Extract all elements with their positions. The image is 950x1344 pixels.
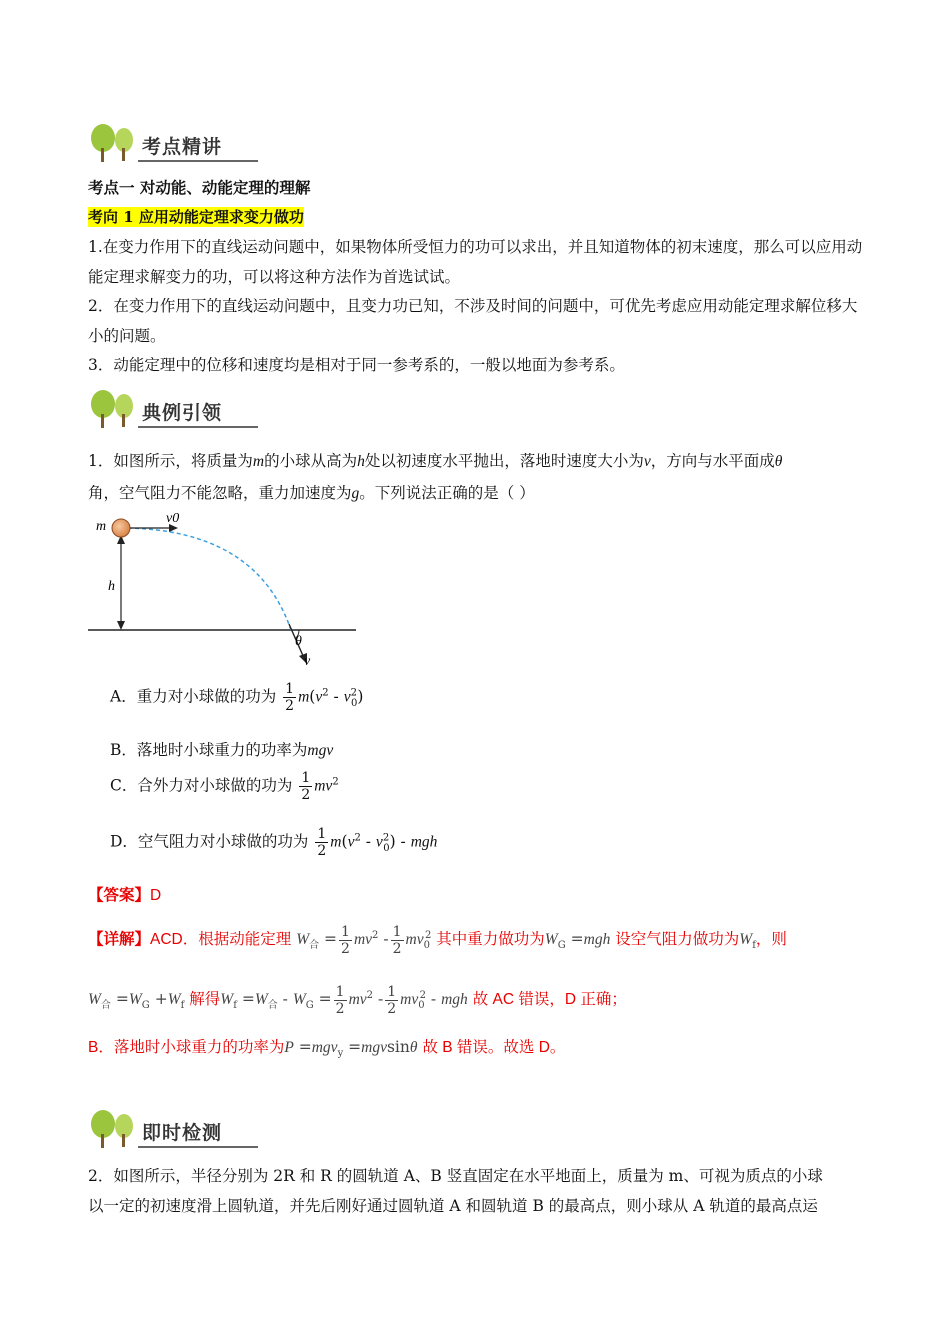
q1-line-2 [88,478,868,509]
var-theta: θ [774,453,783,470]
answer-label: 【答案】 [88,885,151,904]
detail-text: ACD．根据动能定理 [150,931,292,949]
q1-text: 处以初速度水平抛出，落地时速度大小为 [364,452,644,470]
label-v: v [304,654,311,669]
kaodian-title: 考点一 对动能、动能定理的理解 [88,178,311,197]
detail-line-1: 【详解】ACD．根据动能定理 $W_合$ = $\frac{1}{2}$ $mv^2$ - $\frac{1}{2}$ $mv_0^2$ 其中重力做功为$W_G =mgh$ 设空气阻力做功为$W_f$，则 [88,923,787,957]
q1-text: 的小球从高为 [264,452,358,470]
option-d[interactable]: D．空气阻力对小球做的功为 $\frac{1}{2}$ $m(v^2 - v^2_0)$ - mgh [110,826,438,859]
banner-title: 即时检测 [142,1122,223,1144]
q1-line-1 [88,446,868,477]
detail-text: B．落地时小球重力的功率为 [88,1039,285,1056]
detail-text: 故 AC 错误，D 正确； [472,991,627,1009]
q2-line-1: 2．如图所示，半径分别为 2R 和 R 的圆轨道 A、B 竖直固定在水平地面上，质量为 m、可视为质点的小球 [88,1167,823,1185]
label-m: m [96,519,107,534]
paragraph-3: 3．动能定理中的位移和速度均是相对于同一参考系的，一般以地面为参考系。 [88,356,625,374]
detail-text: 设空气阻力做功为 [615,930,740,949]
ball [112,519,130,537]
option-b-text: B．落地时小球重力的功率为 [110,741,308,759]
section-banner-dianli [88,388,258,432]
detail-label: 【详解】 [88,929,151,949]
q1-text: 。下列说法正确的是（ ） [359,484,535,502]
section-banner-jishi [88,1108,258,1152]
detail-line-2: $W_合 =W_G +W_f$ 解得$W_f =W_合 - W_G$ = $\frac{1}{2}$ $mv^2$ - $\frac{1}{2}$ $mv_0^2$ - mgh 故 AC 错误，D 正确； [88,983,627,1017]
detail-text: 其中重力做功为 [436,930,545,949]
option-b[interactable] [110,738,333,760]
option-d-text: D．空气阻力对小球做的功为 [110,832,309,851]
detail-line-3: B．落地时小球重力的功率为P =mgv$_y$ =mgvsinθ 故 B 错误。故选 D。 [88,1038,566,1060]
option-c-text: C．合外力对小球做的功为 [110,776,293,795]
q1-text: 角，空气阻力不能忽略，重力加速度为 [88,484,352,502]
answer-value: D [150,887,162,904]
option-b-expr: mgv [307,742,334,759]
fraction-half: $\frac{1}{2}$ [285,681,295,714]
kaoxiang-heading [88,202,868,232]
detail-text: 解得 [189,990,221,1009]
label-h: h [108,579,115,594]
q2-line-2: 以一定的初速度滑上圆轨道，并先后刚好通过圆轨道 A 和圆轨道 B 的最高点，则小球从 A 轨道的最高点运 [88,1197,818,1215]
fraction-half: $\frac{1}{2}$ [301,770,311,803]
answer-line [88,880,868,911]
paragraph-1: 1.在变力作用下的直线运动问题中，如果物体所受恒力的功可以求出，并且知道物体的初末速度，那么可以应用动能定理求解变力的功，可以将这种方法作为首选试试。 [88,238,863,286]
var-v: v [643,453,651,470]
section-banner-kaodian [88,122,258,166]
var-g: g [351,485,360,502]
banner-title: 考点精讲 [142,136,223,158]
var-h: h [357,453,365,470]
projectile-figure [86,508,366,673]
var-m: m [252,453,265,470]
trajectory-curve [121,528,291,630]
detail-text: 故 B 错误。故选 D。 [422,1039,566,1056]
detail-text: ，则 [755,930,787,949]
q1-text: 1．如图所示，将质量为 [88,452,253,470]
paragraph-2: 2．在变力作用下的直线运动问题中，且变力功已知，不涉及时间的问题中，可优先考虑应用动能定理求解位移大小的问题。 [88,297,858,345]
banner-title: 典例引领 [142,402,223,424]
option-a-text: A．重力对小球做的功为 [110,687,277,706]
label-theta: θ [295,634,302,649]
q1-text: ，方向与水平面成 [650,452,775,470]
option-a[interactable]: A．重力对小球做的功为 $\frac{1}{2}$ $m(v^2 - v^2_0)$ [110,681,364,714]
label-v0: v0 [166,511,180,526]
kaoxiang-highlight: 考向 1 应用动能定理求变力做功 [88,208,304,226]
option-c[interactable]: C．合外力对小球做的功为 $\frac{1}{2}$ $mv^2$ [110,770,339,803]
fraction-half: $\frac{1}{2}$ [317,826,327,859]
